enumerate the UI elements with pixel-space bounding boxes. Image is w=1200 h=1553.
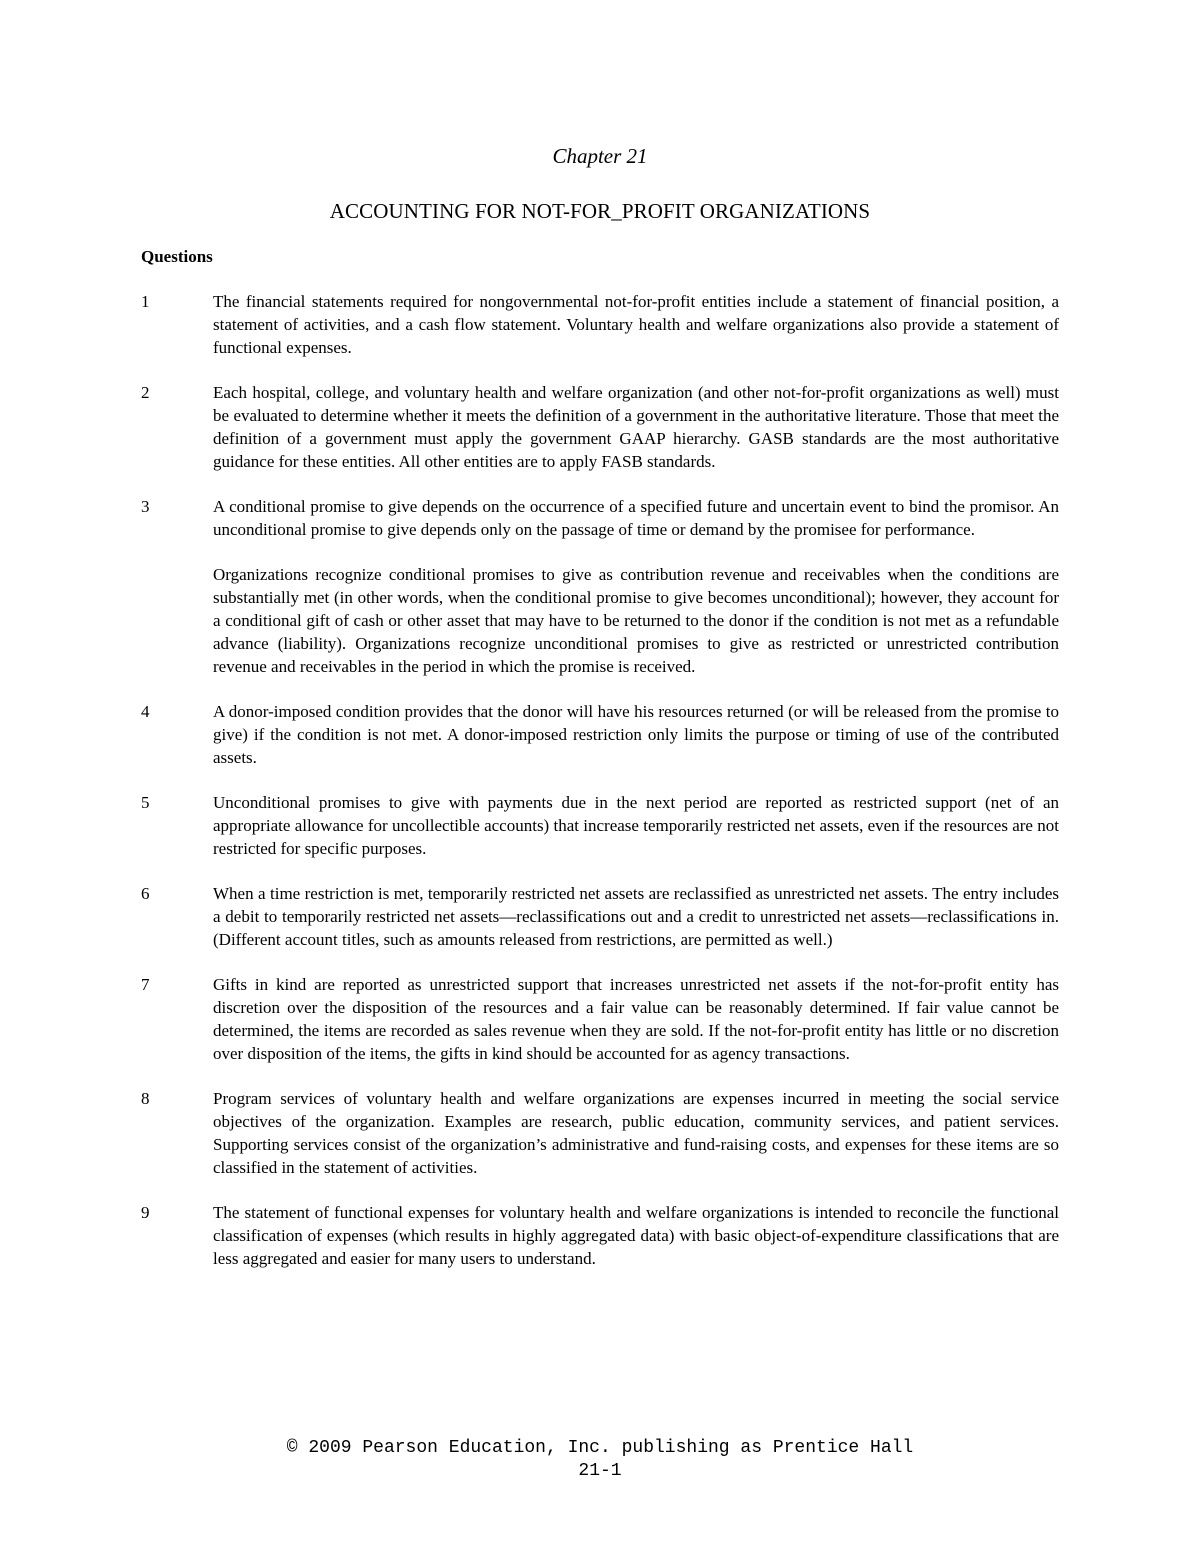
question-item (141, 700, 1059, 769)
question-answer (213, 290, 1059, 359)
question-number: 4 (141, 702, 150, 721)
question-item (141, 495, 1059, 678)
question-number: 3 (141, 497, 150, 516)
questions-list (141, 290, 1059, 1292)
question-item (141, 381, 1059, 473)
answer-paragraph: Unconditional promises to give with payments due in the next period are reported as restricted support (net of an appropriate allowance for uncollectible accounts) that increase temporarily restricted net assets, even if the resources are not restricted for specific purposes. (213, 793, 1059, 858)
copyright-notice: © 2009 Pearson Education, Inc. publishing as Prentice Hall (286, 1438, 914, 1458)
page-title: ACCOUNTING FOR NOT-FOR_PROFIT ORGANIZATIONS (329, 199, 871, 223)
question-answer (213, 973, 1059, 1065)
answer-paragraph: Organizations recognize conditional promises to give as contribution revenue and receivables when the conditions are substantially met (in other words, when the conditional promise to give becomes unconditional); however, they account for a conditional gift of cash or other asset that may have to be returned to the donor if the condition is not met as a refundable advance (liability). Organizations recognize unconditional promises to give as restricted or unrestricted contribution revenue and receivables in the period in which the promise is received. (213, 565, 1059, 676)
page-number: 21-1 (578, 1461, 622, 1481)
question-number: 5 (141, 793, 150, 812)
section-heading: Questions (141, 247, 213, 266)
question-number: 1 (141, 292, 150, 311)
answer-paragraph: A conditional promise to give depends on the occurrence of a specified future and uncertain event to bind the promisor. An unconditional promise to give depends only on the passage of time or demand by the promisee for performance. (213, 497, 1059, 539)
chapter-label: Chapter 21 (552, 144, 648, 168)
question-item (141, 973, 1059, 1065)
question-number: 7 (141, 975, 150, 994)
question-answer (213, 791, 1059, 860)
question-item (141, 1087, 1059, 1179)
question-item (141, 882, 1059, 951)
question-item (141, 290, 1059, 359)
question-answer (213, 1201, 1059, 1270)
question-number: 9 (141, 1203, 150, 1222)
question-number: 6 (141, 884, 150, 903)
answer-paragraph: Program services of voluntary health and welfare organizations are expenses incurred in meeting the social service objectives of the organization. Examples are research, public education, community services, and patient services. Supporting services consist of the organization’s administrative and fund-raising costs, and expenses for these items are so classified in the statement of activities. (213, 1089, 1059, 1177)
question-item (141, 1201, 1059, 1270)
question-answer (213, 700, 1059, 769)
page-footer (0, 1437, 1200, 1483)
question-number: 8 (141, 1089, 150, 1108)
answer-paragraph: Each hospital, college, and voluntary health and welfare organization (and other not-for-profit organizations as well) must be evaluated to determine whether it meets the definition of a government in the authoritative literature. Those that meet the definition of a government must apply the government GAAP hierarchy. GASB standards are the most authoritative guidance for these entities. All other entities are to apply FASB standards. (213, 383, 1059, 471)
answer-paragraph: Gifts in kind are reported as unrestricted support that increases unrestricted net assets if the not-for-profit entity has discretion over the disposition of the resources and a fair value can be reasonably determined. If fair value cannot be determined, the items are recorded as sales revenue when they are sold. If the not-for-profit entity has little or no discretion over disposition of the items, the gifts in kind should be accounted for as agency transactions. (213, 975, 1059, 1063)
question-answer (213, 495, 1059, 678)
question-answer (213, 1087, 1059, 1179)
question-answer (213, 882, 1059, 951)
question-number: 2 (141, 383, 150, 402)
answer-paragraph: A donor-imposed condition provides that the donor will have his resources returned (or will be released from the promise to give) if the condition is not met. A donor-imposed restriction only limits the purpose or timing of use of the contributed assets. (213, 702, 1059, 767)
answer-paragraph: When a time restriction is met, temporarily restricted net assets are reclassified as unrestricted net assets. The entry includes a debit to temporarily restricted net assets—reclassifications out and a credit to unrestricted net assets—reclassifications in. (Different account titles, such as amounts released from restrictions, are permitted as well.) (213, 884, 1059, 949)
question-item (141, 791, 1059, 860)
answer-paragraph: The statement of functional expenses for voluntary health and welfare organizations is intended to reconcile the functional classification of expenses (which results in highly aggregated data) with basic object-of-expenditure classifications that are less aggregated and easier for many users to understand. (213, 1203, 1059, 1268)
answer-paragraph: The financial statements required for nongovernmental not-for-profit entities include a statement of financial position, a statement of activities, and a cash flow statement. Voluntary health and welfare organizations also provide a statement of functional expenses. (213, 292, 1059, 357)
question-answer (213, 381, 1059, 473)
